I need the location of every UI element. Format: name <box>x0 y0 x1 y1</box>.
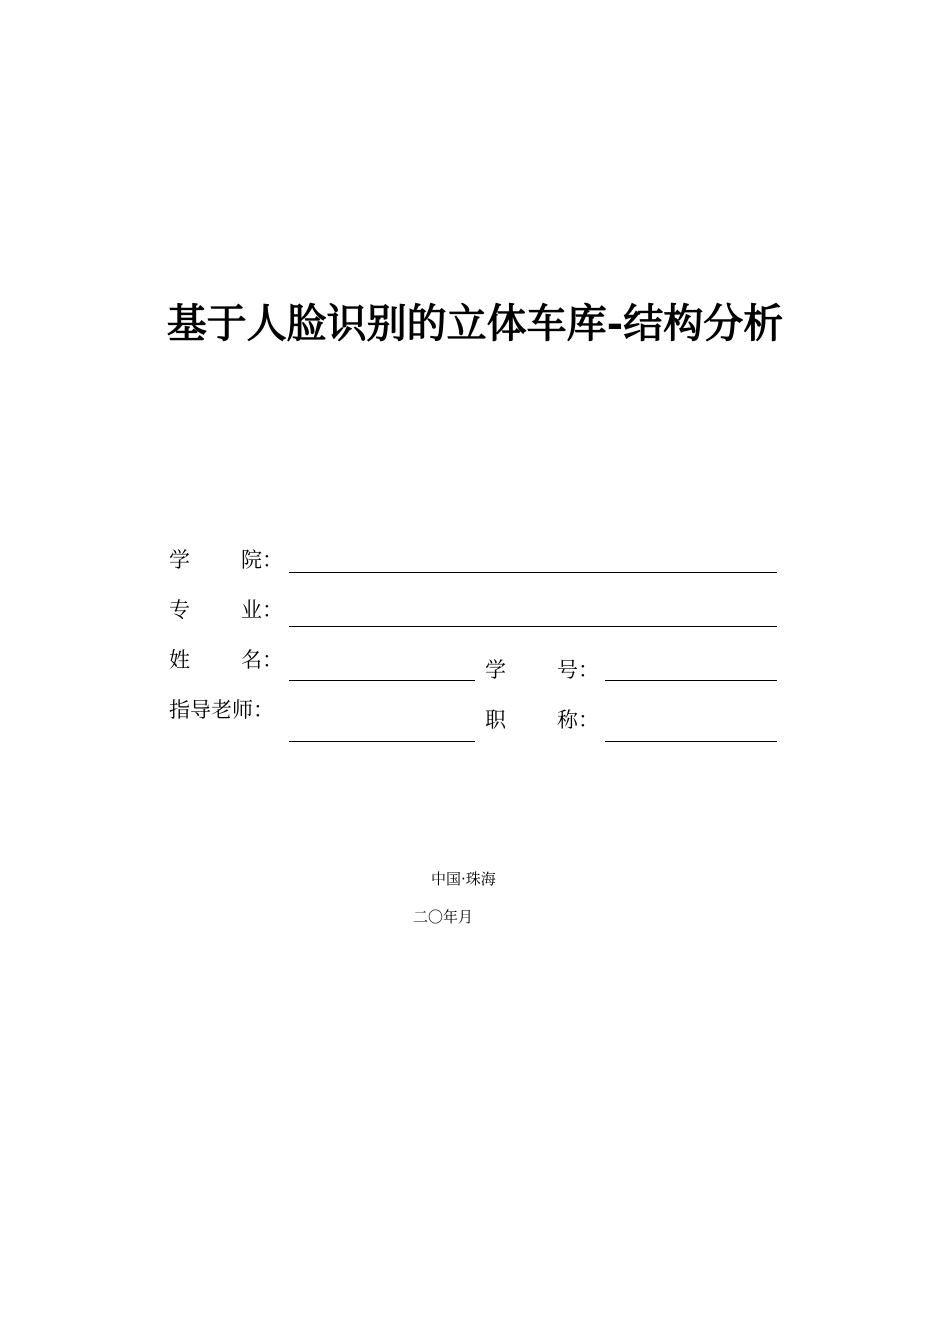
name-field-line[interactable] <box>289 680 475 681</box>
advisor-field-line[interactable] <box>289 741 475 742</box>
name-label: 姓 名： <box>169 648 283 672</box>
document-title: 基于人脸识别的立体车库-结构分析 <box>166 300 784 347</box>
college-label: 学 院： <box>169 548 283 572</box>
student-id-field-line[interactable] <box>605 680 777 681</box>
major-field-line[interactable] <box>289 626 777 627</box>
advisor-label: 指导老师： <box>169 698 274 722</box>
major-label: 专 业： <box>169 598 283 622</box>
college-field-line[interactable] <box>289 572 777 573</box>
place-text: 中国·珠海 <box>431 870 496 888</box>
date-text: 二〇年月 <box>413 908 474 926</box>
job-title-label: 职 称： <box>485 708 599 732</box>
student-id-label: 学 号： <box>485 658 599 682</box>
job-title-field-line[interactable] <box>605 741 777 742</box>
